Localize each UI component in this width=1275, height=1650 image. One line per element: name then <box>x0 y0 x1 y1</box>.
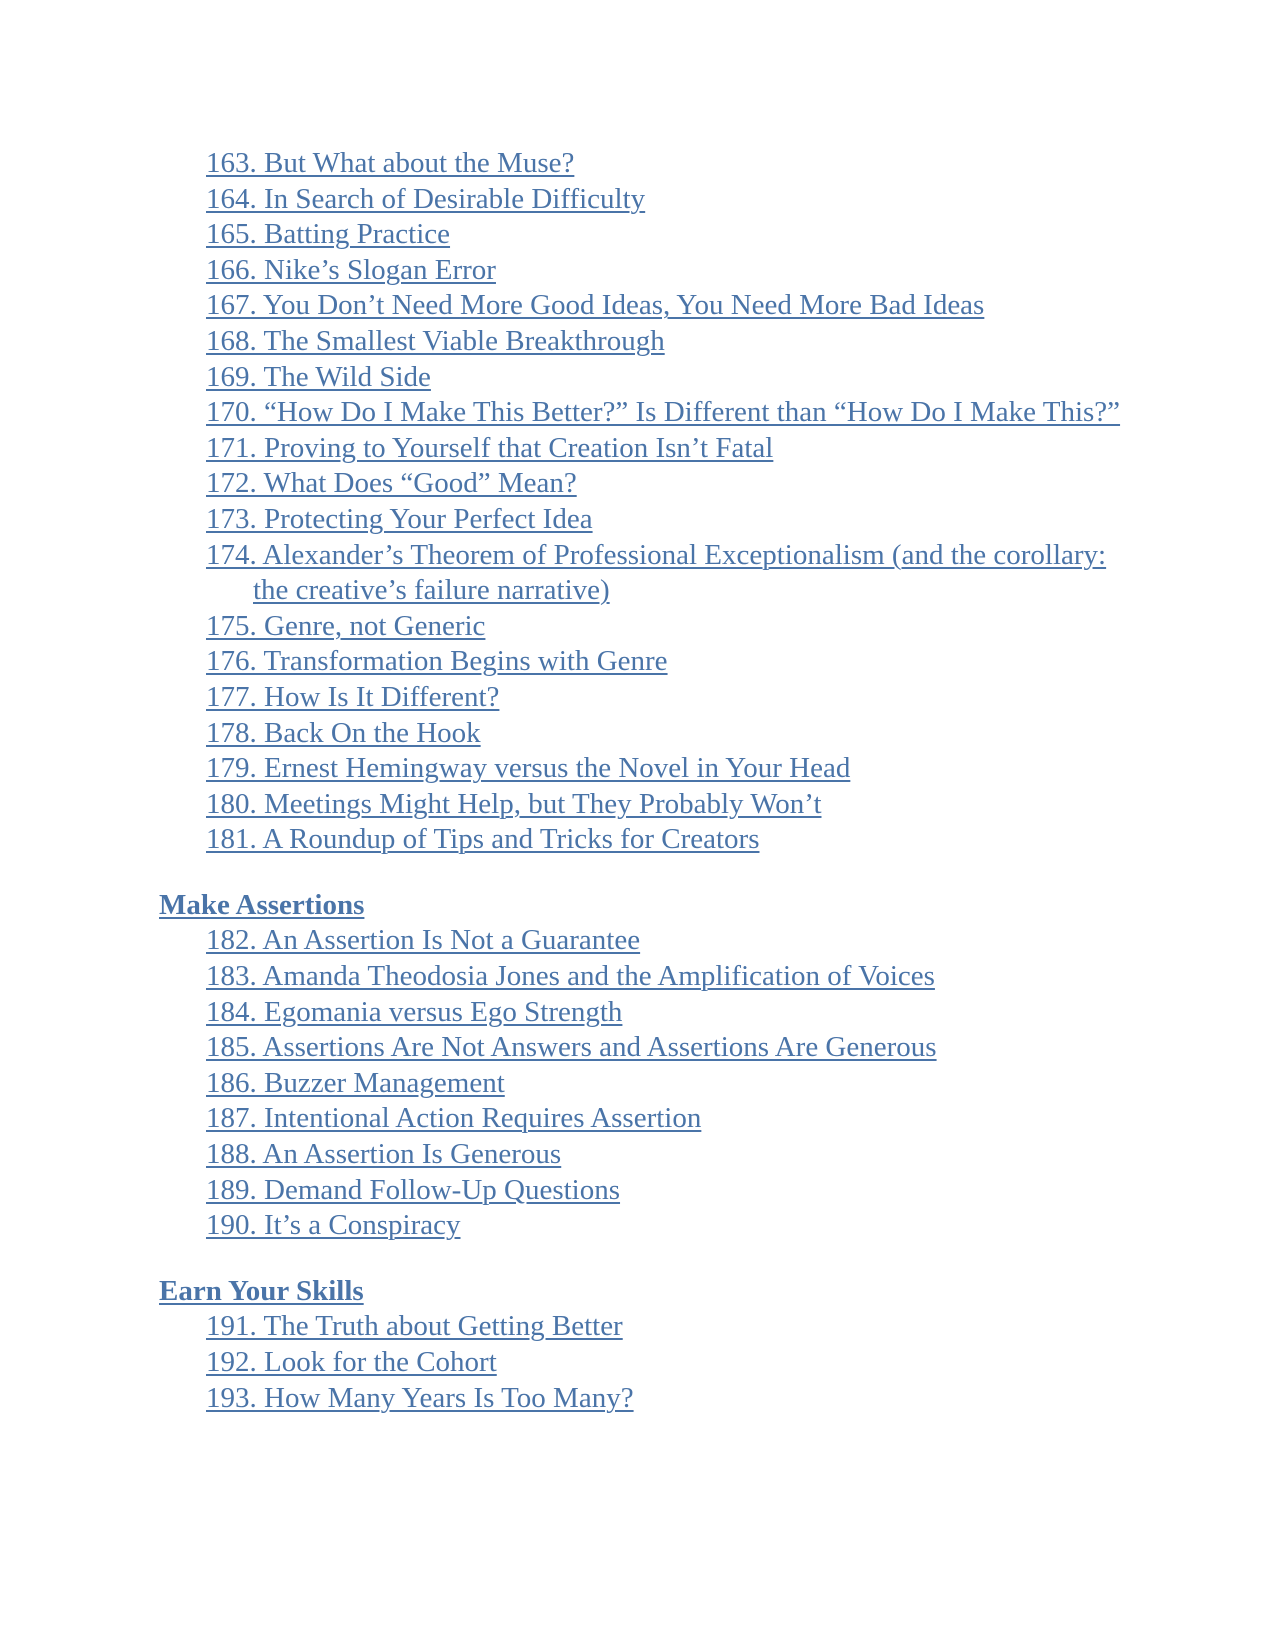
toc-entry[interactable]: 193. How Many Years Is Too Many? <box>206 1381 634 1414</box>
toc-entry[interactable]: 178. Back On the Hook <box>206 716 481 749</box>
toc-entry[interactable]: 179. Ernest Hemingway versus the Novel in Your Head <box>206 752 851 785</box>
toc-entry[interactable]: 188. An Assertion Is Generous <box>206 1138 562 1171</box>
toc-entry[interactable]: 183. Amanda Theodosia Jones and the Amplification of Voices <box>206 960 935 993</box>
toc-entry[interactable]: 189. Demand Follow-Up Questions <box>206 1173 621 1206</box>
toc-entry[interactable]: 165. Batting Practice <box>206 218 451 251</box>
toc-entry[interactable]: 174. Alexander’s Theorem of Professional Exceptionalism (and the corollary: the creative’s failure narrative) <box>206 538 1107 607</box>
toc-entry[interactable]: 176. Transformation Begins with Genre <box>206 645 668 678</box>
toc-entry[interactable]: 168. The Smallest Viable Breakthrough <box>206 324 665 357</box>
toc-entry[interactable]: 167. You Don’t Need More Good Ideas, You Need More Bad Ideas <box>206 289 985 322</box>
table-of-contents <box>0 146 1275 1416</box>
toc-entry[interactable]: 184. Egomania versus Ego Strength <box>206 995 623 1028</box>
toc-entry[interactable]: 187. Intentional Action Requires Assertion <box>206 1102 702 1135</box>
toc-entry[interactable]: 192. Look for the Cohort <box>206 1346 497 1378</box>
toc-entry[interactable]: 175. Genre, not Generic <box>206 609 486 642</box>
toc-entry[interactable]: 177. How Is It Different? <box>206 680 500 713</box>
toc-section-make-assertions <box>0 888 1275 1244</box>
toc-entry[interactable]: 169. The Wild Side <box>206 360 431 393</box>
toc-section-earn-your-skills <box>0 1274 1275 1416</box>
toc-entry[interactable]: 190. It’s a Conspiracy <box>206 1209 461 1242</box>
toc-entry[interactable]: 171. Proving to Yourself that Creation Isn’t Fatal <box>206 431 774 464</box>
toc-entry[interactable]: 173. Protecting Your Perfect Idea <box>206 502 593 535</box>
toc-entry[interactable]: 180. Meetings Might Help, but They Probably Won’t <box>206 787 822 820</box>
toc-entry[interactable]: 182. An Assertion Is Not a Guarantee <box>206 924 641 957</box>
toc-entry[interactable]: 181. A Roundup of Tips and Tricks for Creators <box>206 823 760 856</box>
toc-entry[interactable]: 170. “How Do I Make This Better?” Is Different than “How Do I Make This?” <box>206 396 1121 429</box>
toc-entry[interactable]: 186. Buzzer Management <box>206 1066 505 1099</box>
toc-entry[interactable]: 164. In Search of Desirable Difficulty <box>206 182 646 215</box>
section-heading[interactable]: Earn Your Skills <box>159 1274 364 1307</box>
toc-section-continued <box>0 146 1275 858</box>
toc-entry[interactable]: 172. What Does “Good” Mean? <box>206 467 577 500</box>
section-heading[interactable]: Make Assertions <box>159 888 365 921</box>
toc-entry[interactable]: 185. Assertions Are Not Answers and Assertions Are Generous <box>206 1031 937 1064</box>
toc-entry[interactable]: 191. The Truth about Getting Better <box>206 1310 623 1343</box>
toc-entry[interactable]: 163. But What about the Muse? <box>206 147 575 179</box>
toc-entry[interactable]: 166. Nike’s Slogan Error <box>206 253 496 286</box>
